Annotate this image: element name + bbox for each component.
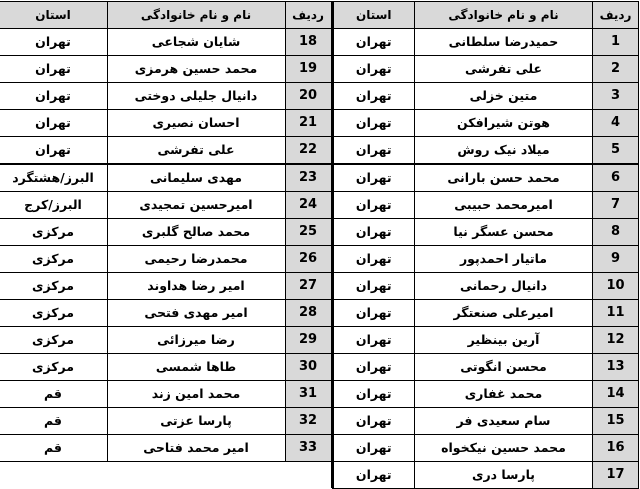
province-cell: تهران bbox=[0, 110, 107, 137]
rank-cell: 23 bbox=[285, 164, 331, 192]
province-cell: تهران bbox=[333, 381, 415, 408]
name-cell: هوتن شیرافکن bbox=[415, 110, 593, 137]
rank-cell: 13 bbox=[593, 354, 639, 381]
name-cell: دانیال جلیلی دوختی bbox=[107, 83, 285, 110]
province-cell: قم bbox=[0, 381, 107, 408]
rank-cell: 29 bbox=[285, 327, 331, 354]
header-rank: ردیف bbox=[285, 2, 331, 29]
name-cell: پارسا عزتی bbox=[107, 408, 285, 435]
province-cell: تهران bbox=[333, 462, 415, 489]
name-cell: شایان شجاعی bbox=[107, 29, 285, 56]
name-cell: حمیدرضا سلطانی bbox=[415, 29, 593, 56]
right-roster-table bbox=[332, 1, 640, 489]
rank-cell: 15 bbox=[593, 408, 639, 435]
table-row bbox=[333, 219, 639, 246]
table-row bbox=[333, 29, 639, 56]
table-row bbox=[333, 110, 639, 137]
name-cell: رضا میرزائی bbox=[107, 327, 285, 354]
empty-cell bbox=[0, 462, 331, 489]
header-rank: ردیف bbox=[593, 2, 639, 29]
table-row bbox=[0, 192, 331, 219]
province-cell: مرکزی bbox=[0, 354, 107, 381]
name-cell: امیرحسین تمجیدی bbox=[107, 192, 285, 219]
province-cell: تهران bbox=[333, 110, 415, 137]
province-cell: تهران bbox=[0, 137, 107, 165]
name-cell: علی تفرشی bbox=[107, 137, 285, 165]
table-row bbox=[333, 327, 639, 354]
header-row bbox=[0, 2, 331, 29]
province-cell: تهران bbox=[333, 164, 415, 192]
header-name: نام و نام خانوادگی bbox=[107, 2, 285, 29]
province-cell: تهران bbox=[333, 246, 415, 273]
table-row bbox=[0, 408, 331, 435]
province-cell: البرز/هشتگرد bbox=[0, 164, 107, 192]
rank-cell: 27 bbox=[285, 273, 331, 300]
table-row bbox=[333, 192, 639, 219]
rank-cell: 20 bbox=[285, 83, 331, 110]
province-cell: تهران bbox=[333, 273, 415, 300]
header-row bbox=[333, 2, 639, 29]
table-row bbox=[333, 56, 639, 83]
rank-cell: 21 bbox=[285, 110, 331, 137]
name-cell: میلاد نیک روش bbox=[415, 137, 593, 165]
rank-cell: 5 bbox=[593, 137, 639, 165]
empty-row bbox=[0, 462, 331, 489]
table-row bbox=[0, 435, 331, 462]
name-cell: امیر محمد فتاحی bbox=[107, 435, 285, 462]
header-name: نام و نام خانوادگی bbox=[415, 2, 593, 29]
province-cell: مرکزی bbox=[0, 246, 107, 273]
province-cell: تهران bbox=[0, 29, 107, 56]
rank-cell: 31 bbox=[285, 381, 331, 408]
header-province: استان bbox=[0, 2, 107, 29]
rank-cell: 4 bbox=[593, 110, 639, 137]
name-cell: امیرمحمد حبیبی bbox=[415, 192, 593, 219]
left-roster-table bbox=[0, 1, 332, 488]
name-cell: محمدرضا رحیمی bbox=[107, 246, 285, 273]
province-cell: تهران bbox=[333, 327, 415, 354]
rank-cell: 6 bbox=[593, 164, 639, 192]
table-row bbox=[0, 110, 331, 137]
name-cell: احسان نصیری bbox=[107, 110, 285, 137]
province-cell: تهران bbox=[333, 137, 415, 165]
rank-cell: 18 bbox=[285, 29, 331, 56]
rank-cell: 24 bbox=[285, 192, 331, 219]
province-cell: قم bbox=[0, 435, 107, 462]
name-cell: محمد حسن بارانی bbox=[415, 164, 593, 192]
name-cell: متین خزلی bbox=[415, 83, 593, 110]
rank-cell: 10 bbox=[593, 273, 639, 300]
rank-cell: 12 bbox=[593, 327, 639, 354]
name-cell: امیر مهدی فتحی bbox=[107, 300, 285, 327]
rank-cell: 1 bbox=[593, 29, 639, 56]
rank-cell: 30 bbox=[285, 354, 331, 381]
name-cell: محمد امین زند bbox=[107, 381, 285, 408]
table-row bbox=[333, 83, 639, 110]
table-row bbox=[333, 164, 639, 192]
rank-cell: 3 bbox=[593, 83, 639, 110]
province-cell: تهران bbox=[333, 219, 415, 246]
name-cell: محسن عسگر نیا bbox=[415, 219, 593, 246]
rank-cell: 22 bbox=[285, 137, 331, 165]
province-cell: مرکزی bbox=[0, 327, 107, 354]
province-cell: مرکزی bbox=[0, 219, 107, 246]
table-row bbox=[333, 300, 639, 327]
table-row bbox=[0, 381, 331, 408]
table-row bbox=[0, 29, 331, 56]
roster-document bbox=[1, 1, 639, 482]
table-row bbox=[333, 354, 639, 381]
rank-cell: 33 bbox=[285, 435, 331, 462]
name-cell: دانیال رحمانی bbox=[415, 273, 593, 300]
rank-cell: 26 bbox=[285, 246, 331, 273]
name-cell: سام سعیدی فر bbox=[415, 408, 593, 435]
table-row bbox=[0, 137, 331, 165]
rank-cell: 14 bbox=[593, 381, 639, 408]
province-cell: تهران bbox=[333, 192, 415, 219]
table-row bbox=[0, 83, 331, 110]
table-row bbox=[333, 246, 639, 273]
rank-cell: 8 bbox=[593, 219, 639, 246]
province-cell: تهران bbox=[333, 354, 415, 381]
table-row bbox=[333, 462, 639, 489]
table-row bbox=[0, 164, 331, 192]
province-cell: تهران bbox=[333, 435, 415, 462]
province-cell: تهران bbox=[333, 56, 415, 83]
rank-cell: 9 bbox=[593, 246, 639, 273]
rank-cell: 11 bbox=[593, 300, 639, 327]
table-row bbox=[0, 246, 331, 273]
rank-cell: 32 bbox=[285, 408, 331, 435]
name-cell: محمد غفاری bbox=[415, 381, 593, 408]
rank-cell: 2 bbox=[593, 56, 639, 83]
rank-cell: 19 bbox=[285, 56, 331, 83]
name-cell: محمد صالح گلبری bbox=[107, 219, 285, 246]
name-cell: پارسا دری bbox=[415, 462, 593, 489]
name-cell: آرین بینظیر bbox=[415, 327, 593, 354]
province-cell: قم bbox=[0, 408, 107, 435]
province-cell: البرز/کرج bbox=[0, 192, 107, 219]
name-cell: مهدی سلیمانی bbox=[107, 164, 285, 192]
table-row bbox=[333, 408, 639, 435]
name-cell: محمد حسین هرمزی bbox=[107, 56, 285, 83]
province-cell: تهران bbox=[333, 29, 415, 56]
table-row bbox=[0, 327, 331, 354]
table-row bbox=[0, 300, 331, 327]
name-cell: طاها شمسی bbox=[107, 354, 285, 381]
rank-cell: 16 bbox=[593, 435, 639, 462]
name-cell: علی تفرشی bbox=[415, 56, 593, 83]
province-cell: تهران bbox=[0, 83, 107, 110]
table-row bbox=[0, 273, 331, 300]
province-cell: تهران bbox=[333, 408, 415, 435]
header-province: استان bbox=[333, 2, 415, 29]
rank-cell: 7 bbox=[593, 192, 639, 219]
rank-cell: 17 bbox=[593, 462, 639, 489]
province-cell: تهران bbox=[0, 56, 107, 83]
table-row bbox=[0, 56, 331, 83]
name-cell: امیر رضا هداوند bbox=[107, 273, 285, 300]
rank-cell: 25 bbox=[285, 219, 331, 246]
table-row bbox=[333, 381, 639, 408]
province-cell: تهران bbox=[333, 300, 415, 327]
name-cell: امیرعلی صنعتگر bbox=[415, 300, 593, 327]
province-cell: تهران bbox=[333, 83, 415, 110]
name-cell: ماتیار احمدپور bbox=[415, 246, 593, 273]
rank-cell: 28 bbox=[285, 300, 331, 327]
table-row bbox=[0, 219, 331, 246]
name-cell: محسن انگوتی bbox=[415, 354, 593, 381]
table-row bbox=[333, 435, 639, 462]
table-row bbox=[0, 354, 331, 381]
province-cell: مرکزی bbox=[0, 300, 107, 327]
name-cell: محمد حسین نیکخواه bbox=[415, 435, 593, 462]
province-cell: مرکزی bbox=[0, 273, 107, 300]
table-row bbox=[333, 137, 639, 165]
table-row bbox=[333, 273, 639, 300]
